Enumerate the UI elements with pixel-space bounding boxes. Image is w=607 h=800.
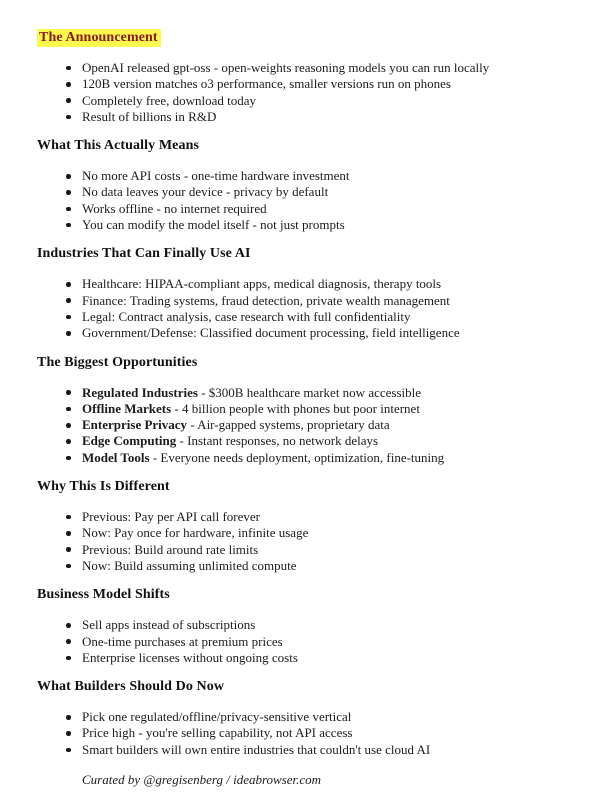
what-this-means-list bbox=[37, 168, 577, 233]
announcement-list bbox=[37, 60, 577, 125]
bullet-icon bbox=[66, 456, 71, 461]
bullet-text: Previous: Pay per API call forever bbox=[82, 509, 260, 525]
highlighted-heading-text: The Announcement bbox=[37, 29, 161, 47]
section-announcement bbox=[37, 30, 577, 125]
section-business-model bbox=[37, 587, 577, 666]
bullet-icon bbox=[66, 731, 71, 736]
heading-what-this-means: What This Actually Means bbox=[37, 138, 199, 154]
bullet-text: Smart builders will own entire industries that couldn't use cloud AI bbox=[82, 741, 431, 757]
bullet-icon bbox=[66, 407, 71, 412]
bullet-icon bbox=[66, 564, 71, 569]
bullet-text: - Air-gapped systems, proprietary data bbox=[187, 417, 390, 433]
bullet-item bbox=[37, 433, 577, 449]
bullet-item bbox=[37, 634, 577, 650]
heading-industries: Industries That Can Finally Use AI bbox=[37, 246, 251, 262]
bullet-bold-lead: Regulated Industries bbox=[82, 384, 198, 400]
bullet-icon bbox=[66, 207, 71, 212]
bullet-item bbox=[37, 201, 577, 217]
bullet-icon bbox=[66, 515, 71, 520]
bullet-bold-lead: Edge Computing bbox=[82, 433, 177, 449]
bullet-icon bbox=[66, 623, 71, 628]
bullet-item bbox=[37, 617, 577, 633]
bullet-text: No data leaves your device - privacy by default bbox=[82, 184, 329, 200]
section-what-this-means bbox=[37, 138, 577, 233]
bullet-icon bbox=[66, 82, 71, 87]
bullet-text: Finance: Trading systems, fraud detection, private wealth management bbox=[82, 292, 450, 308]
business-model-list bbox=[37, 617, 577, 666]
builders-now-list bbox=[37, 709, 577, 758]
bullet-item bbox=[37, 76, 577, 92]
bullet-text: Price high - you're selling capability, not API access bbox=[82, 725, 353, 741]
bullet-icon bbox=[66, 390, 71, 395]
bullet-item bbox=[37, 325, 577, 341]
heading-business-model: Business Model Shifts bbox=[37, 587, 170, 603]
industries-list bbox=[37, 276, 577, 341]
heading-why-different: Why This Is Different bbox=[37, 479, 170, 495]
bullet-icon bbox=[66, 282, 71, 287]
bullet-item bbox=[37, 93, 577, 109]
bullet-item bbox=[37, 450, 577, 466]
opportunities-list bbox=[37, 385, 577, 466]
bullet-text: OpenAI released gpt-oss - open-weights reasoning models you can run locally bbox=[82, 60, 490, 75]
why-different-list bbox=[37, 509, 577, 574]
bullet-icon bbox=[66, 66, 71, 71]
bullet-icon bbox=[66, 547, 71, 552]
bullet-item bbox=[37, 276, 577, 292]
bullet-icon bbox=[66, 298, 71, 303]
bullet-icon bbox=[66, 423, 71, 428]
bullet-bold-lead: Enterprise Privacy bbox=[82, 417, 188, 433]
bullet-item bbox=[37, 509, 577, 525]
bullet-item bbox=[37, 60, 577, 76]
bullet-icon bbox=[66, 748, 71, 753]
bullet-text: Legal: Contract analysis, case research with full confidentiality bbox=[82, 308, 411, 324]
bullet-item bbox=[37, 650, 577, 666]
bullet-item bbox=[37, 725, 577, 741]
curation-credit: Curated by @gregisenberg / ideabrowser.com bbox=[82, 772, 322, 788]
bullet-icon bbox=[66, 331, 71, 336]
bullet-icon bbox=[66, 656, 71, 661]
heading-announcement bbox=[37, 30, 577, 46]
bullet-text: Previous: Build around rate limits bbox=[82, 541, 259, 557]
section-why-different bbox=[37, 479, 577, 574]
bullet-icon bbox=[66, 715, 71, 720]
bullet-icon bbox=[66, 439, 71, 444]
bullet-text: Enterprise licenses without ongoing costs bbox=[82, 649, 298, 665]
bullet-icon bbox=[66, 115, 71, 120]
bullet-text: Completely free, download today bbox=[82, 92, 257, 108]
bullet-bold-lead: Offline Markets bbox=[82, 400, 172, 416]
bullet-icon bbox=[66, 639, 71, 644]
section-industries bbox=[37, 246, 577, 341]
bullet-item bbox=[37, 417, 577, 433]
bullet-item bbox=[37, 309, 577, 325]
bullet-item bbox=[37, 401, 577, 417]
bullet-icon bbox=[66, 531, 71, 536]
bullet-text: Now: Build assuming unlimited compute bbox=[82, 557, 297, 573]
bullet-text: Works offline - no internet required bbox=[82, 200, 267, 216]
bullet-text: Government/Defense: Classified document processing, field intelligence bbox=[82, 325, 460, 341]
bullet-bold-lead: Model Tools bbox=[82, 449, 150, 465]
bullet-text: - $300B healthcare market now accessible bbox=[197, 384, 422, 400]
bullet-text: Healthcare: HIPAA-compliant apps, medical diagnosis, therapy tools bbox=[82, 276, 442, 292]
bullet-icon bbox=[66, 223, 71, 228]
bullet-item bbox=[37, 168, 577, 184]
bullet-icon bbox=[66, 98, 71, 103]
bullet-item bbox=[37, 542, 577, 558]
bullet-text: Result of billions in R&D bbox=[82, 108, 217, 124]
bullet-item bbox=[37, 217, 577, 233]
bullet-item bbox=[37, 709, 577, 725]
bullet-icon bbox=[66, 315, 71, 320]
bullet-text: 120B version matches o3 performance, smaller versions run on phones bbox=[82, 76, 451, 92]
section-opportunities bbox=[37, 355, 577, 466]
bullet-text: No more API costs - one-time hardware investment bbox=[82, 168, 350, 184]
bullet-text: One-time purchases at premium prices bbox=[82, 633, 283, 649]
bullet-text: You can modify the model itself - not just prompts bbox=[82, 217, 345, 233]
bullet-text: Now: Pay once for hardware, infinite usage bbox=[82, 525, 309, 541]
bullet-icon bbox=[66, 190, 71, 195]
bullet-item bbox=[37, 184, 577, 200]
bullet-item bbox=[37, 293, 577, 309]
bullet-text: - Instant responses, no network delays bbox=[176, 433, 379, 449]
heading-opportunities: The Biggest Opportunities bbox=[37, 354, 198, 370]
bullet-text: - 4 billion people with phones but poor internet bbox=[171, 400, 420, 416]
bullet-text: Sell apps instead of subscriptions bbox=[82, 617, 256, 633]
bullet-item bbox=[37, 742, 577, 758]
bullet-item bbox=[37, 558, 577, 574]
bullet-text: - Everyone needs deployment, optimization, fine-tuning bbox=[149, 449, 445, 465]
bullet-item bbox=[37, 385, 577, 401]
bullet-item bbox=[37, 109, 577, 125]
bullet-item bbox=[37, 525, 577, 541]
section-builders-now bbox=[37, 679, 577, 758]
heading-builders-now: What Builders Should Do Now bbox=[37, 679, 225, 695]
bullet-icon bbox=[66, 174, 71, 179]
bullet-text: Pick one regulated/offline/privacy-sensitive vertical bbox=[82, 709, 352, 725]
